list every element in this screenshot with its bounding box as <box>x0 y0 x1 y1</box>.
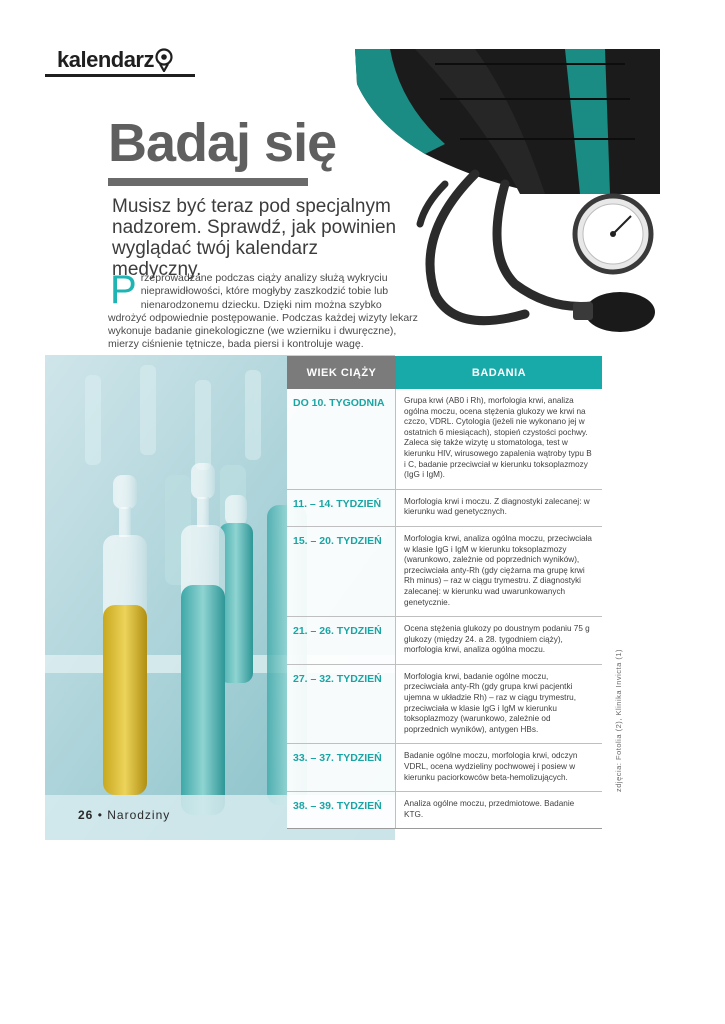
table-body <box>287 389 602 829</box>
table-row <box>287 389 602 490</box>
page-footer <box>78 808 170 822</box>
row-age-cell: 27. – 32. TYDZIEŃ <box>287 665 396 744</box>
section-underline <box>45 74 195 77</box>
table-row <box>287 527 602 617</box>
row-tests-cell: Morfologia krwi i moczu. Z diagnostyki zalecanej: w kierunku wad genetycznych. <box>404 496 590 517</box>
row-tests-cell: Morfologia krwi, analiza ogólna moczu, przeciwciała w klasie IgG i IgM w kierunku toksoplazmozy (warunkowo, zależnie od poprzednich wyników), przeciwciała anty-Rh (gdy ciężarna ma grupę krwi Rh minus) – raz w ciągu trymestru. Z diagnostyki zalecanej: w kierunku wad uwarunkowanych genetycznie. <box>404 533 592 607</box>
page-number: 26 <box>78 808 94 822</box>
table-row <box>287 490 602 527</box>
row-age-cell: 21. – 26. TYDZIEŃ <box>287 617 396 664</box>
section-tag <box>45 44 185 80</box>
column-header-age: WIEK CIĄŻY <box>287 356 396 389</box>
table-row <box>287 665 602 745</box>
row-age-cell: 15. – 20. TYDZIEŃ <box>287 527 396 616</box>
row-age-cell: 11. – 14. TYDZIEŃ <box>287 490 396 526</box>
row-tests-cell: Badanie ogólne moczu, morfologia krwi, odczyn VDRL, ocena wydzieliny pochwowej i posiew w kierunku paciorkowców beta-hemolizujących. <box>404 751 578 782</box>
title-underline <box>108 178 308 186</box>
column-header-tests: BADANIA <box>396 356 602 389</box>
footer-separator: • <box>97 808 103 822</box>
photo-credit: zdjęcia: Fotolia (2), Klinika Invicta (1) <box>614 648 623 792</box>
table-row <box>287 617 602 665</box>
row-tests-cell: Ocena stężenia glukozy po doustnym podaniu 75 g glukozy (między 24. a 28. tygodniem ciąży), morfologia krwi, analiza ogólna moczu. <box>404 624 590 655</box>
intro-text: rzeprowadzane podczas ciąży analizy służą wykryciu nieprawidłowości, które mogłyby zaszkodzić tobie lub nienarodzonemu dziecku. Dzięki nim można szybko wdrożyć odpowiednie postępowanie. Podczas każdej wizyty lekarz wykonuje badanie ginekologiczne (we wzierniku i dwuręczne), mierzy ciśnienie tętnicze, bada piersi i kontroluje wagę. <box>108 272 418 351</box>
table-row <box>287 792 602 829</box>
row-tests-cell: Morfologia krwi, badanie ogólne moczu, przeciwciała anty-Rh (gdy grupa krwi pacjentki ujemna w układzie Rh) – raz w ciągu trymestru, przeciwciała w klasie IgG i IgM w kierunku toksoplazmozy (warunkowo, zależnie od poprzednich wyników), antygen HBs. <box>404 671 577 734</box>
row-age-cell: 38. – 39. TYDZIEŃ <box>287 792 396 828</box>
row-tests-cell: Analiza ogólne moczu, przedmiotowe. Badanie KTG. <box>404 799 575 819</box>
lightbulb-pin-icon <box>153 48 175 72</box>
intro-paragraph <box>108 268 418 352</box>
page-title: Badaj się <box>108 113 337 173</box>
row-age-cell: DO 10. TYGODNIA <box>287 389 396 489</box>
row-age-cell: 33. – 37. TYDZIEŃ <box>287 744 396 791</box>
table-header <box>287 356 602 389</box>
section-label: kalendarz <box>57 47 154 72</box>
lead-paragraph: Musisz być teraz pod specjalnym nadzorem. Sprawdź, jak powinien wyglądać twój kalendarz medyczny. <box>112 196 397 280</box>
magazine-name: Narodziny <box>107 808 171 822</box>
drop-cap: P <box>110 268 137 312</box>
table-row <box>287 744 602 792</box>
row-tests-cell: Grupa krwi (AB0 i Rh), morfologia krwi, analiza ogólna moczu, ocena stężenia glukozy we krwi na czczo, VDRL. Cytologia (jeżeli nie wykonano jej w ostatnich 6 miesiącach), stopień czystości pochwy. Zaleca się także wizytę u stomatologa, test w kierunku HIV, wirusowego zapalenia wątroby typu B i C, badanie przeciwciał w kierunku toksoplazmozy (IgG i IgM). <box>404 396 592 480</box>
tests-schedule-table <box>287 356 602 829</box>
